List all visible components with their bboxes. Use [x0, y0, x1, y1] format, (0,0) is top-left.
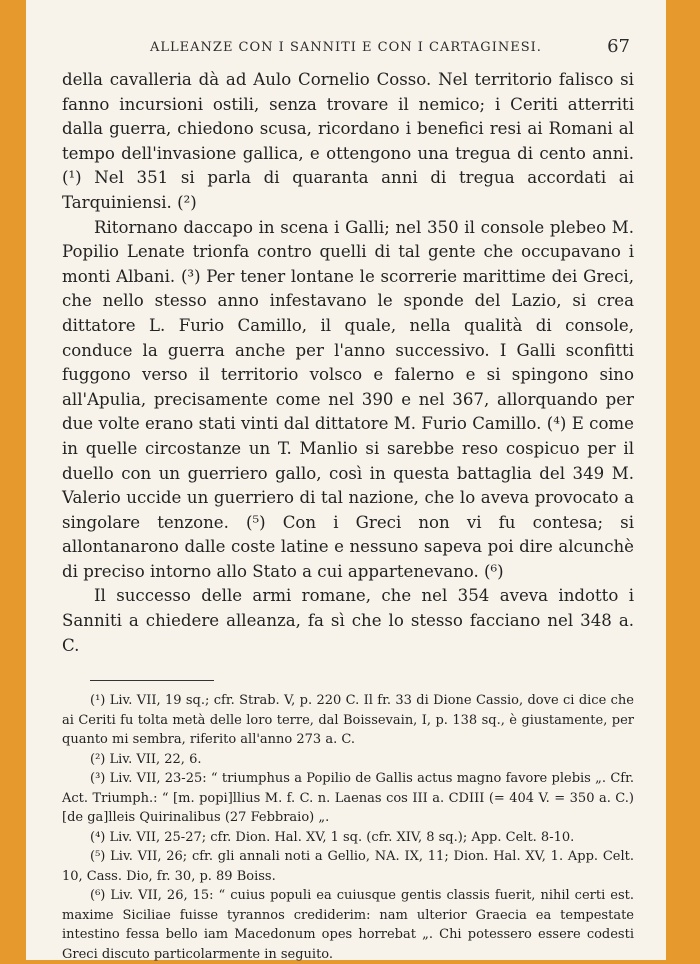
paragraph: della cavalleria dà ad Aulo Cornelio Cosso. Nel territorio falisco si fanno incursioni ostili, senza trovare il nemico; i Ceriti atterriti dalla guerra, chiedono scusa, ricordano i benefici resi ai Romani al tempo dell'invasione gallica, e ottengono una tregua di cento anni. (¹) Nel 351 si parla di quaranta anni di tregua accordati ai Tarquiniensi. (²): [62, 70, 634, 212]
running-header: [62, 38, 634, 62]
page-number: 67: [607, 36, 630, 57]
footnotes: [62, 691, 634, 964]
running-title: ALLEANZE CON I SANNITI E CON I CARTAGINESI.: [150, 40, 542, 55]
footnote: (⁶) Liv. VII, 26, 15: “ cuius populi ea cuiusque gentis classis fuerit, nihil certi est. maxime Siciliae fuisse tyrannos crediderim: nam ulterior Graecia ea tempestate intestino fessa bello iam Macedonum opes horrebat „. Chi potessero essere codesti Greci discuto particolarmente in seguito.: [62, 888, 634, 962]
footnote: (¹) Liv. VII, 19 sq.; cfr. Strab. V, p. 220 C. Il fr. 33 di Dione Cassio, dove ci dice che ai Ceriti fu tolta metà delle loro terre, dal Boissevain, I, p. 138 sq., è giustamente, per quanto mi sembra, riferito all'anno 273 a. C.: [62, 693, 634, 748]
paragraph: Ritornano daccapo in scena i Galli; nel 350 il console plebeo M. Popilio Lenate trionfa contro quelli di tal gente che occupavano i monti Albani. (³) Per tener lontane le scorrerie marittime dei Greci, che nello stesso anno infestavano le sponde del Lazio, si crea dittatore L. Furio Camillo, il quale, nella qualità di console, conduce la guerra anche per l'anno successivo. I Galli sconfitti fuggono verso il territorio volsco e falerno e si spingono sino all'Apulia, precisamente come nel 390 e nel 367, allorquando per due volte erano stati vinti dal dittatore M. Furio Camillo. (⁴) E come in quelle circostanze un T. Manlio si sarebbe reso cospicuo per il duello con un guerriero gallo, così in questa battaglia del 349 M. Valerio uccide un guerriero di tal nazione, che lo aveva provocato a singolare tenzone. (⁵) Con i Greci non vi fu contesa; si allontanarono dalle coste latine e nessuno sapeva poi dire alcunchè di preciso intorno allo Stato a cui appartenevano. (⁶): [62, 217, 634, 581]
footnote: (²) Liv. VII, 22, 6.: [90, 751, 202, 767]
footnote: (³) Liv. VII, 23-25: “ triumphus a Popilio de Gallis actus magno favore plebis „. Cfr. Act. Triumph.: “ [m. popi]llius M. f. C. n. Laenas cos III a. CDIII (= 404 V. = 350 a. C.) [de ga]lleis Quirinalibus (27 Febbraio) „.: [62, 771, 634, 826]
paragraph: Il successo delle armi romane, che nel 354 aveva indotto i Sanniti a chiedere alleanza, fa sì che lo stesso facciano nel 348 a. C.: [62, 586, 634, 655]
book-page: [26, 0, 666, 960]
footnote: (⁴) Liv. VII, 25-27; cfr. Dion. Hal. XV, 1 sq. (cfr. XIV, 8 sq.); App. Celt. 8-10.: [90, 829, 575, 845]
main-text: [62, 68, 634, 658]
footnote: (⁵) Liv. VII, 26; cfr. gli annali noti a Gellio, NA. IX, 11; Dion. Hal. XV, 1. App. Celt. 10, Cass. Dio, fr. 30, p. 89 Boiss.: [62, 849, 634, 884]
footnote-rule: [90, 680, 214, 681]
page-content: [62, 38, 634, 964]
